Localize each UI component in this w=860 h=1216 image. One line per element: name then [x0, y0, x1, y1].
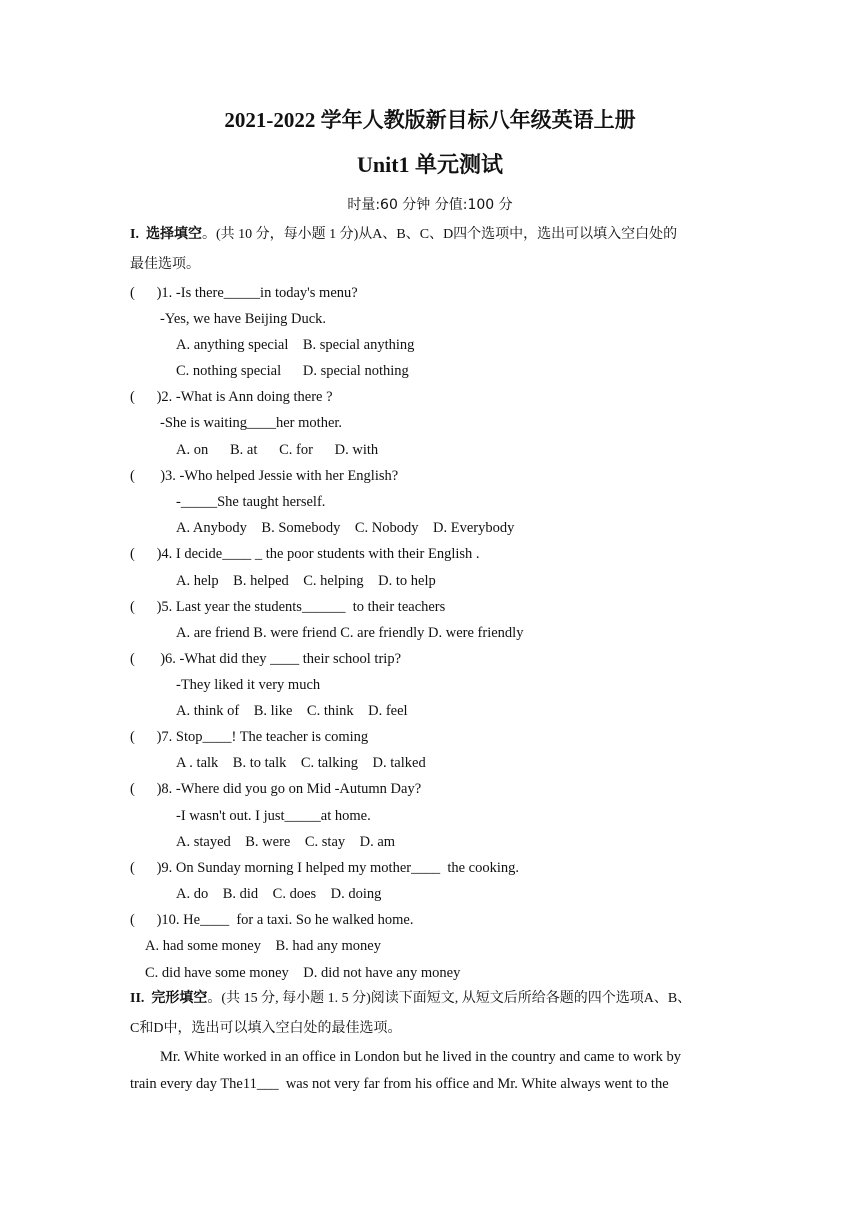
question-1-options-cd: C. nothing special D. special nothing — [176, 363, 409, 379]
section2-instruction — [130, 990, 691, 1008]
question-2-reply: -She is waiting____her mother. — [160, 415, 343, 431]
question-4: ( )4. I decide____ _ the poor students with their English . — [130, 546, 480, 562]
question-8-options: A. stayed B. were C. stay D. am — [176, 834, 396, 850]
question-8-reply: -I wasn't out. I just_____at home. — [176, 808, 371, 824]
question-7-options: A . talk B. to talk C. talking D. talked — [176, 755, 426, 771]
document-subtitle: Unit1 单元测试 — [356, 152, 504, 177]
question-1: ( )1. -Is there_____in today's menu? — [130, 285, 358, 301]
question-9: ( )9. On Sunday morning I helped my mother____ the cooking. — [130, 860, 520, 876]
question-3: ( )3. -Who helped Jessie with her English? — [130, 468, 399, 484]
section1-instruction-cont: 最佳选项。 — [130, 257, 200, 272]
question-6-options: A. think of B. like C. think D. feel — [176, 703, 408, 719]
section2-heading: II. 完形填空 — [130, 991, 208, 1006]
section1-heading: I. 选择填空 — [130, 227, 202, 242]
question-1-options-ab: A. anything special B. special anything — [176, 337, 415, 353]
section1-instruction-text: 。(共 10 分，每小题 1 分)从A、B、C、D四个选项中，选出可以填入空白处的 — [201, 227, 678, 242]
question-2: ( )2. -What is Ann doing there ? — [130, 389, 333, 405]
question-5: ( )5. Last year the students______ to their teachers — [130, 599, 446, 615]
question-10: ( )10. He____ for a taxi. So he walked home. — [130, 912, 414, 928]
question-6-reply: -They liked it very much — [176, 677, 321, 693]
passage-line-1: Mr. White worked in an office in London but he lived in the country and came to work by — [160, 1049, 681, 1065]
passage-line-2: train every day The11___ was not very far from his office and Mr. White always went to the — [130, 1076, 669, 1092]
section1-instruction — [130, 226, 677, 244]
question-8: ( )8. -Where did you go on Mid -Autumn Day? — [130, 781, 422, 797]
question-1-reply: -Yes, we have Beijing Duck. — [160, 311, 327, 327]
exam-meta: 时量:60 分钟 分值:100 分 — [347, 197, 513, 213]
question-6: ( )6. -What did they ____ their school trip? — [130, 651, 402, 667]
question-10-options-cd: C. did have some money D. did not have any money — [145, 965, 461, 981]
question-3-options: A. Anybody B. Somebody C. Nobody D. Everybody — [176, 520, 515, 536]
document-title: 2021-2022 学年人教版新目标八年级英语上册 — [224, 108, 636, 132]
question-10-options-ab: A. had some money B. had any money — [145, 938, 381, 954]
section2-instruction-text: 。(共 15 分, 每小题 1. 5 分)阅读下面短文, 从短文后所给各题的四个选项A、B、 — [207, 991, 692, 1006]
question-5-options: A. are friend B. were friend C. are friendly D. were friendly — [176, 625, 524, 641]
section2-instruction-cont: C和D中，选出可以填入空白处的最佳选项。 — [130, 1021, 402, 1036]
question-2-options: A. on B. at C. for D. with — [176, 442, 379, 458]
question-3-reply: -_____She taught herself. — [176, 494, 326, 510]
question-4-options: A. help B. helped C. helping D. to help — [176, 573, 436, 589]
question-9-options: A. do B. did C. does D. doing — [176, 886, 382, 902]
question-7: ( )7. Stop____! The teacher is coming — [130, 729, 369, 745]
